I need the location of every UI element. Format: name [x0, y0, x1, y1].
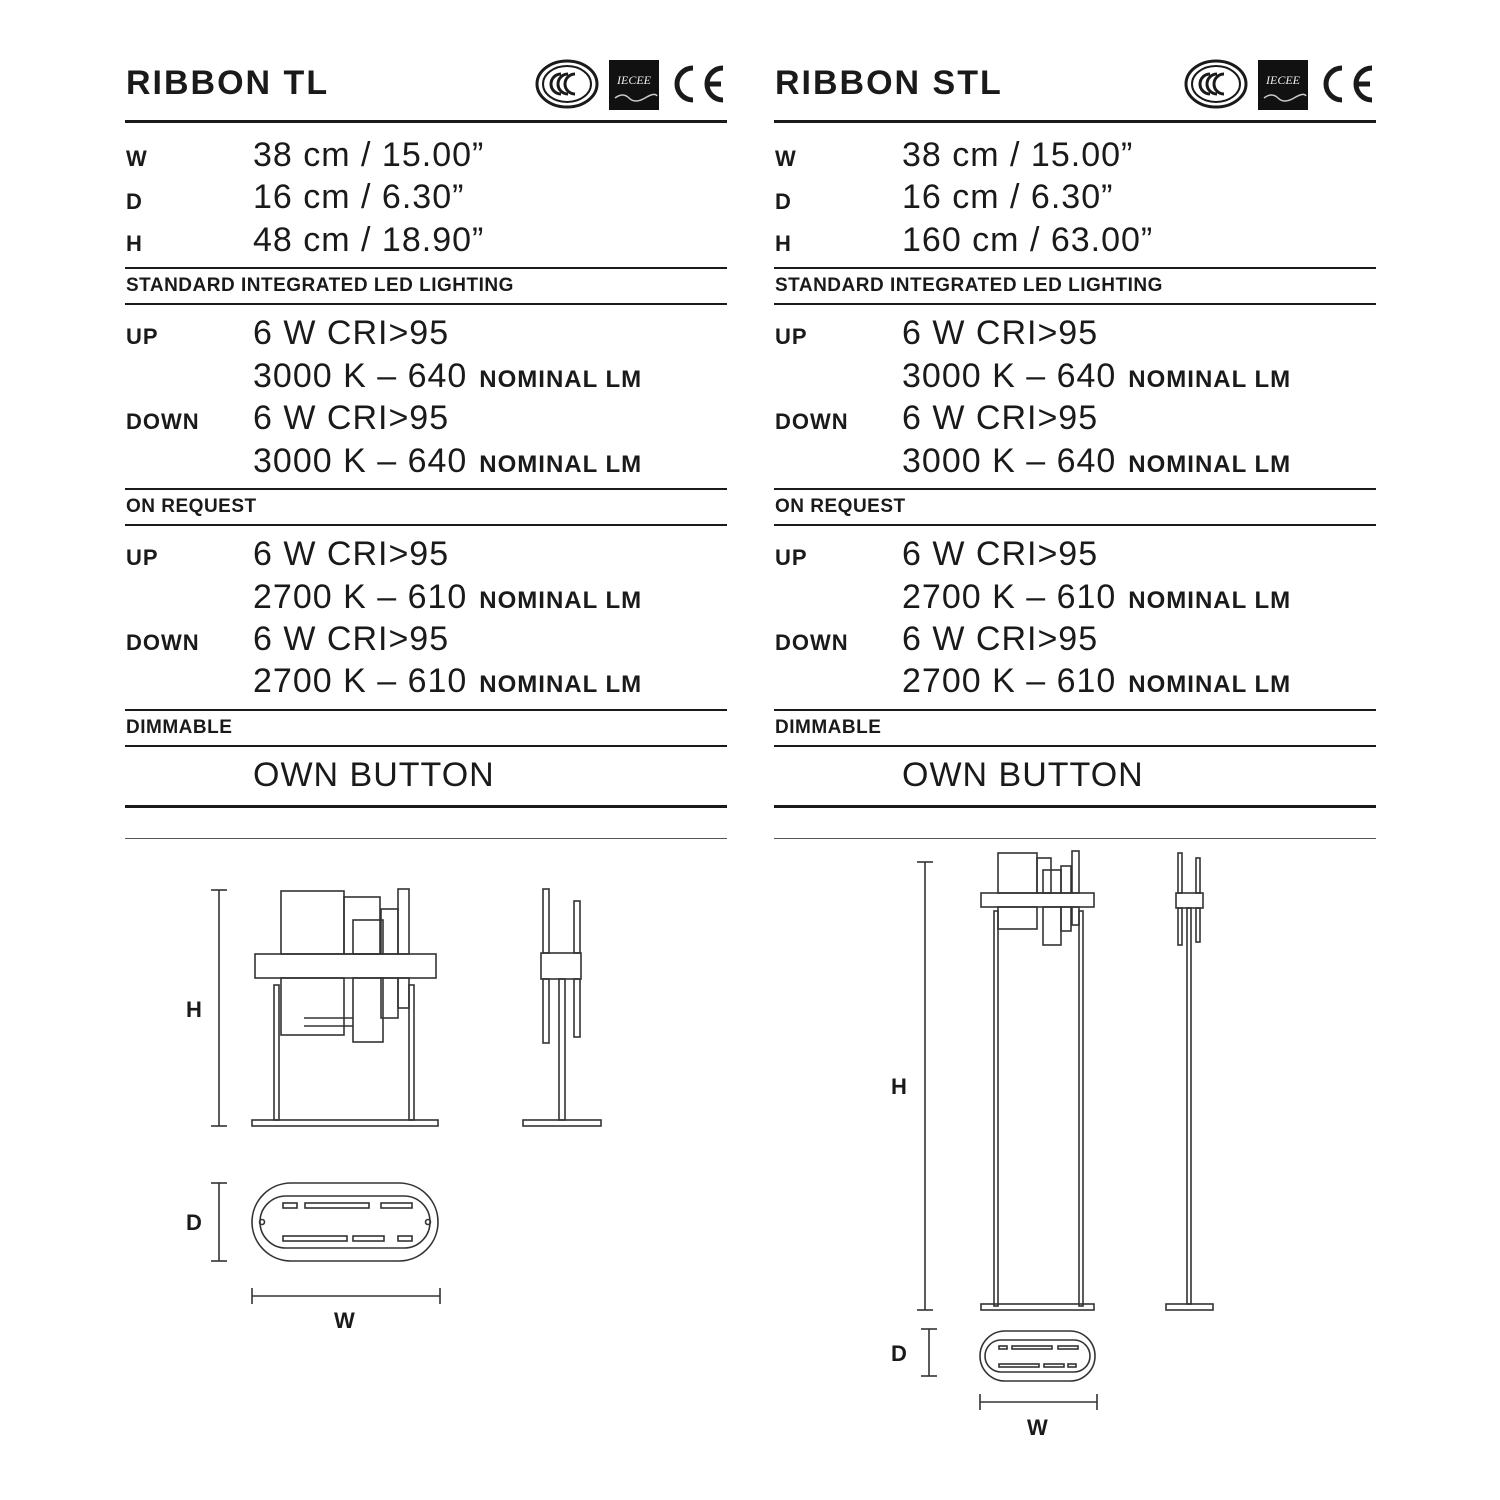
height-dimension-label: H: [891, 1074, 907, 1099]
up-label: UP: [126, 324, 159, 349]
down-label: DOWN: [775, 409, 849, 434]
lumen-value: 2700 K – 610 NOMINAL LM: [902, 662, 1292, 700]
depth-label: D: [126, 189, 143, 214]
svg-text:IECEE: IECEE: [1266, 73, 1300, 87]
power-value: 6 W CRI>95: [253, 620, 450, 658]
table-lamp-front-view: [211, 889, 438, 1126]
depth-value: 16 cm / 6.30”: [902, 178, 1114, 216]
power-value: 6 W CRI>95: [902, 399, 1099, 437]
lumen-value: 2700 K – 610 NOMINAL LM: [253, 578, 643, 616]
lumen-value: 3000 K – 640 NOMINAL LM: [902, 357, 1292, 395]
svg-text:IECEE: IECEE: [617, 73, 651, 87]
width-label: W: [126, 146, 148, 171]
lumen-value: 2700 K – 610 NOMINAL LM: [253, 662, 643, 700]
height-value: 160 cm / 63.00”: [902, 221, 1154, 259]
lumen-value: 2700 K – 610 NOMINAL LM: [902, 578, 1292, 616]
floor-lamp-side-view: [1166, 853, 1213, 1310]
floor-lamp-front-view: [917, 851, 1094, 1310]
table-lamp-side-view: [523, 889, 601, 1126]
section-heading: ON REQUEST: [775, 496, 906, 517]
section-heading: STANDARD INTEGRATED LED LIGHTING: [775, 275, 1163, 296]
width-dimension-label: W: [334, 1308, 355, 1333]
height-label: H: [126, 231, 143, 256]
depth-dimension-label: D: [891, 1341, 907, 1366]
up-label: UP: [775, 324, 808, 349]
power-value: 6 W CRI>95: [253, 535, 450, 573]
lumen-value: 3000 K – 640 NOMINAL LM: [253, 442, 643, 480]
down-label: DOWN: [126, 409, 200, 434]
product-title: RIBBON STL: [775, 64, 1003, 102]
power-value: 6 W CRI>95: [253, 399, 450, 437]
lumen-value: 3000 K – 640 NOMINAL LM: [253, 357, 643, 395]
width-value: 38 cm / 15.00”: [253, 136, 485, 174]
floor-lamp-top-view: [921, 1329, 1097, 1410]
section-heading: STANDARD INTEGRATED LED LIGHTING: [126, 275, 514, 296]
depth-value: 16 cm / 6.30”: [253, 178, 465, 216]
depth-label: D: [775, 189, 792, 214]
section-heading: ON REQUEST: [126, 496, 257, 517]
dimmable-value: OWN BUTTON: [253, 756, 495, 794]
height-value: 48 cm / 18.90”: [253, 221, 485, 259]
up-label: UP: [126, 545, 159, 570]
product-title: RIBBON TL: [126, 64, 330, 102]
up-label: UP: [775, 545, 808, 570]
power-value: 6 W CRI>95: [902, 314, 1099, 352]
width-label: W: [775, 146, 797, 171]
height-dimension-label: H: [186, 997, 202, 1022]
width-value: 38 cm / 15.00”: [902, 136, 1134, 174]
depth-dimension-label: D: [186, 1210, 202, 1235]
table-lamp-top-view: [211, 1183, 440, 1304]
power-value: 6 W CRI>95: [253, 314, 450, 352]
height-label: H: [775, 231, 792, 256]
section-heading: DIMMABLE: [126, 717, 233, 738]
down-label: DOWN: [126, 630, 200, 655]
down-label: DOWN: [775, 630, 849, 655]
power-value: 6 W CRI>95: [902, 535, 1099, 573]
dimmable-value: OWN BUTTON: [902, 756, 1144, 794]
section-heading: DIMMABLE: [775, 717, 882, 738]
power-value: 6 W CRI>95: [902, 620, 1099, 658]
lumen-value: 3000 K – 640 NOMINAL LM: [902, 442, 1292, 480]
width-dimension-label: W: [1027, 1415, 1048, 1440]
